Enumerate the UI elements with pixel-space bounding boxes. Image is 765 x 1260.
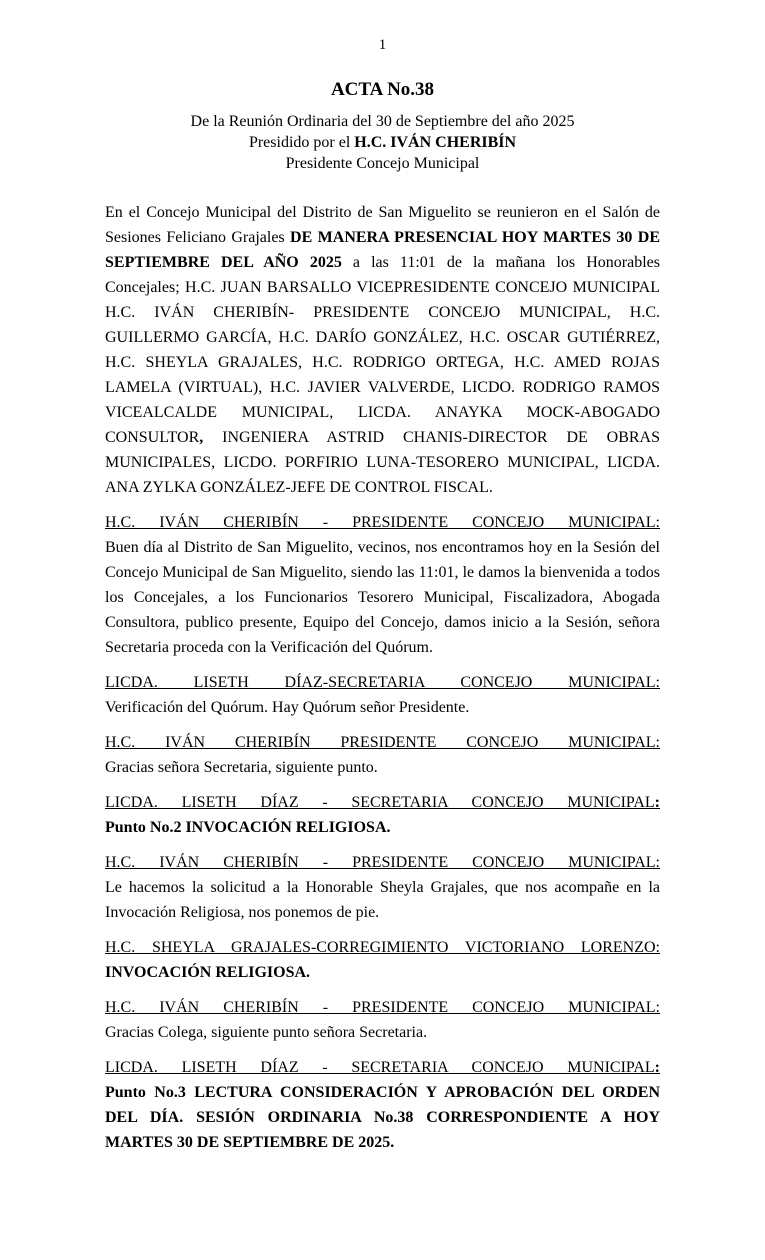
speaker-heading bbox=[105, 670, 660, 695]
text-run: H.C. IVÁN CHERIBÍN - PRESIDENTE CONCEJO MUNICIPAL: bbox=[105, 999, 660, 1016]
document-subtitle bbox=[105, 111, 660, 174]
text-run: LICDA. LISETH DÍAZ-SECRETARIA CONCEJO MUNICIPAL: bbox=[105, 674, 660, 691]
subtitle-line bbox=[105, 132, 660, 153]
text-run: Buen día al Distrito de San Miguelito, vecinos, nos encontramos hoy en la Sesión del Concejo Municipal de San Miguelito, siendo las 11:01, le damos la bienvenida a todos los Concejales, a los Funcionarios Tesorero Municipal, Fiscalizadora, Abogada Consultora, publico presente, Equipo del Concejo, damos inicio a la Sesión, señora Secretaria proceda con la Verificación del Quórum. bbox=[105, 539, 660, 656]
speaker-heading bbox=[105, 730, 660, 755]
paragraph-text bbox=[105, 1080, 660, 1155]
paragraph-text bbox=[105, 1020, 660, 1045]
speech-section bbox=[105, 935, 660, 985]
text-run: INGENIERA ASTRID CHANIS-DIRECTOR DE OBRAS MUNICIPALES, LICDO. PORFIRIO LUNA-TESORERO MUNICIPAL, LICDA. ANA ZYLKA GONZÁLEZ-JEFE DE CONTROL FISCAL. bbox=[105, 429, 660, 496]
text-run: Punto No.3 LECTURA CONSIDERACIÓN Y APROBACIÓN DEL ORDEN DEL DÍA. SESIÓN ORDINARIA No.38 CORRESPONDIENTE A HOY MARTES 30 DE SEPTIEMBRE DE 2025. bbox=[105, 1084, 660, 1151]
text-run: INVOCACIÓN RELIGIOSA. bbox=[105, 964, 311, 981]
paragraph-text bbox=[105, 875, 660, 925]
text-run: Le hacemos la solicitud a la Honorable Sheyla Grajales, que nos acompañe en la Invocación Religiosa, nos ponemos de pie. bbox=[105, 879, 660, 921]
document-body bbox=[105, 200, 660, 1155]
speaker-heading bbox=[105, 850, 660, 875]
text-run: H.C. SHEYLA GRAJALES-CORREGIMIENTO VICTORIANO LORENZO: bbox=[105, 939, 660, 956]
text-run: De la Reunión Ordinaria del 30 de Septiembre del año 2025 bbox=[190, 113, 575, 130]
text-run: En el Concejo Municipal del Distrito de San Miguelito se reunieron en el Salón de Sesiones Feliciano Grajales bbox=[105, 204, 660, 246]
text-run: Gracias señora Secretaria, siguiente punto. bbox=[105, 759, 378, 776]
paragraph-text bbox=[105, 815, 660, 840]
speech-section bbox=[105, 1055, 660, 1155]
speaker-heading bbox=[105, 790, 660, 815]
text-run: a las 11:01 de la mañana los Honorables Concejales; H.C. JUAN BARSALLO VICEPRESIDENTE CONCEJO MUNICIPAL H.C. IVÁN CHERIBÍN- PRESIDENTE CONCEJO MUNICIPAL, H.C. GUILLERMO GARCÍA, H.C. DARÍO GONZÁLEZ, H.C. OSCAR GUTIÉRREZ, H.C. SHEYLA GRAJALES, H.C. RODRIGO ORTEGA, H.C. AMED ROJAS LAMELA (VIRTUAL), H.C. JAVIER VALVERDE, LICDO. RODRIGO RAMOS VICEALCALDE MUNICIPAL, LICDA. ANAYKA MOCK-ABOGADO CONSULTOR bbox=[105, 254, 660, 446]
speaker-heading bbox=[105, 935, 660, 960]
text-run: : bbox=[654, 1059, 660, 1076]
subtitle-line bbox=[105, 111, 660, 132]
speech-section bbox=[105, 995, 660, 1045]
speaker-heading bbox=[105, 1055, 660, 1080]
speech-section bbox=[105, 850, 660, 925]
paragraph-text bbox=[105, 535, 660, 660]
text-run: LICDA. LISETH DÍAZ - SECRETARIA CONCEJO MUNICIPAL bbox=[105, 1059, 655, 1076]
speaker-heading bbox=[105, 510, 660, 535]
speaker-heading bbox=[105, 995, 660, 1020]
text-run: Presidente Concejo Municipal bbox=[285, 155, 480, 172]
text-run: H.C. IVÁN CHERIBÍN bbox=[354, 134, 517, 151]
paragraph-text bbox=[105, 755, 660, 780]
paragraph-text bbox=[105, 200, 660, 500]
text-run: Punto No.2 INVOCACIÓN RELIGIOSA. bbox=[105, 819, 391, 836]
paragraph-text bbox=[105, 960, 660, 985]
speech-section bbox=[105, 670, 660, 720]
speech-section bbox=[105, 730, 660, 780]
text-run: Gracias Colega, siguiente punto señora Secretaria. bbox=[105, 1024, 428, 1041]
text-run: Verificación del Quórum. Hay Quórum señor Presidente. bbox=[105, 699, 470, 716]
page-number: 1 bbox=[378, 37, 387, 53]
document-title: ACTA No.38 bbox=[330, 79, 435, 100]
subtitle-line bbox=[105, 153, 660, 174]
speech-section bbox=[105, 510, 660, 660]
text-run: DE MANERA PRESENCIAL HOY MARTES 30 DE SEPTIEMBRE DEL AÑO 2025 bbox=[105, 229, 660, 271]
speech-section bbox=[105, 200, 660, 500]
text-run: H.C. IVÁN CHERIBÍN - PRESIDENTE CONCEJO MUNICIPAL: bbox=[105, 514, 660, 531]
text-run: H.C. IVÁN CHERIBÍN PRESIDENTE CONCEJO MUNICIPAL: bbox=[105, 734, 660, 751]
text-run: : bbox=[654, 794, 660, 811]
paragraph-text bbox=[105, 695, 660, 720]
text-run: LICDA. LISETH DÍAZ - SECRETARIA CONCEJO MUNICIPAL bbox=[105, 794, 655, 811]
text-run: H.C. IVÁN CHERIBÍN - PRESIDENTE CONCEJO MUNICIPAL: bbox=[105, 854, 660, 871]
text-run: , bbox=[199, 429, 204, 446]
speech-section bbox=[105, 790, 660, 840]
text-run: Presidido por el bbox=[248, 134, 355, 151]
